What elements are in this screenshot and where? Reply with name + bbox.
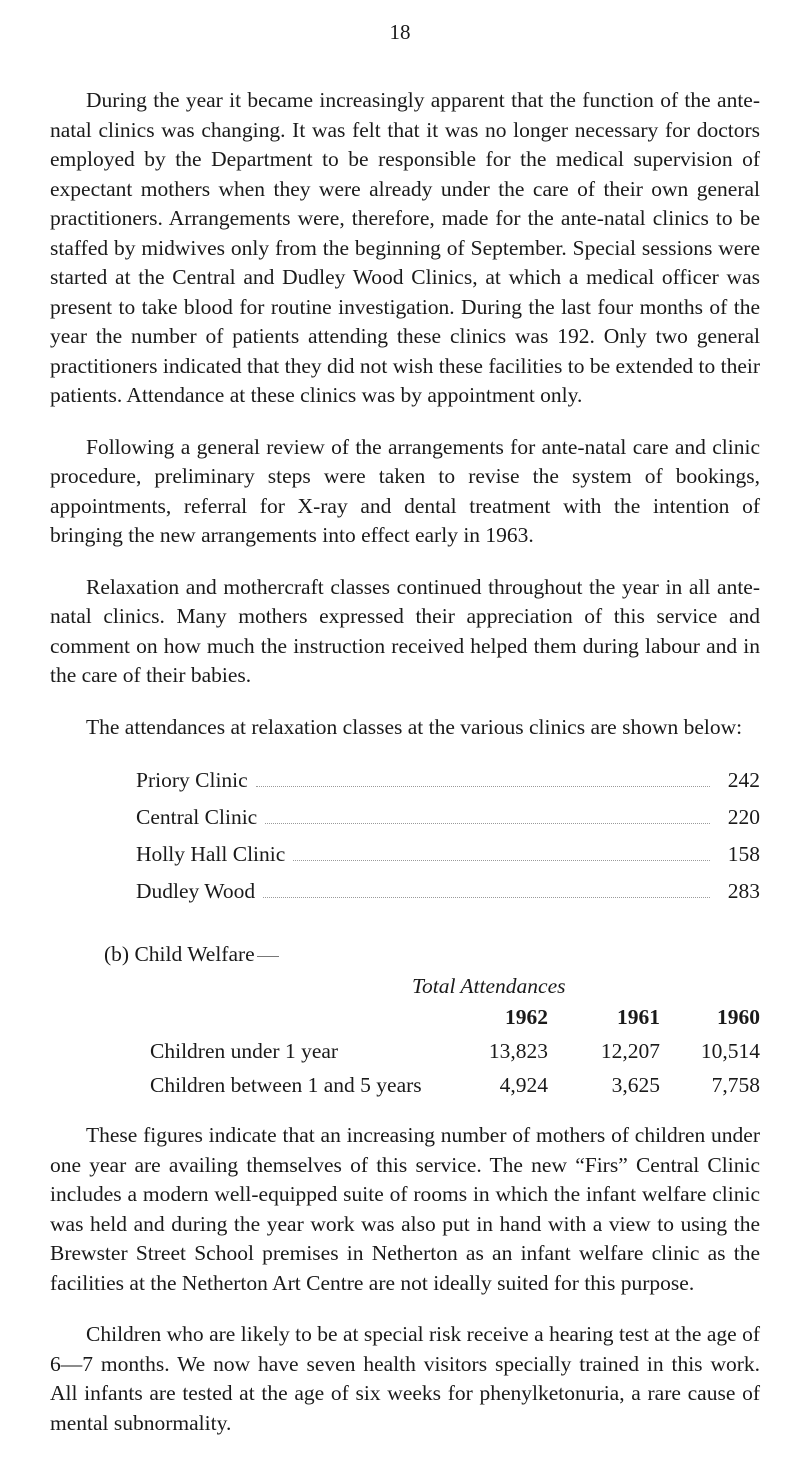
year-header: 1960 — [717, 1005, 760, 1029]
attendance-row — [136, 766, 760, 803]
attendance-count: 283 — [727, 879, 760, 903]
dot-leader — [263, 897, 710, 898]
paragraph-review: Following a general review of the arrangements for ante-natal care and clinic procedure, preliminary steps were taken to revise the system of bookings, appointments, referral for X-ray and dental treatment with the intention of bringing the new arrangements into effect early in 1963. — [50, 434, 760, 547]
child-welfare-table — [150, 1003, 760, 1105]
attendance-count: 242 — [727, 768, 760, 792]
relaxation-attendance-list — [136, 766, 760, 914]
table-cell: 7,758 — [711, 1073, 760, 1097]
page-body — [50, 86, 760, 1460]
child-welfare-heading-text: (b) Child Welfare — [104, 942, 255, 966]
table-cell: 12,207 — [600, 1039, 660, 1063]
attendance-row — [136, 840, 760, 877]
dot-leader — [265, 823, 710, 824]
table-row — [150, 1037, 760, 1071]
table-cell: 3,625 — [611, 1073, 660, 1097]
clinic-name: Central Clinic — [136, 805, 258, 829]
table-header-blank — [150, 1003, 462, 1037]
row-label: Children under 1 year — [150, 1039, 339, 1063]
clinic-name: Priory Clinic — [136, 768, 248, 792]
dot-leader — [256, 786, 710, 787]
table-cell: 4,924 — [499, 1073, 548, 1097]
page-number: 18 — [389, 20, 411, 44]
total-attendances-caption: Total Attendances — [412, 974, 566, 998]
clinic-name: Holly Hall Clinic — [136, 842, 286, 866]
paragraph-hearing-test: Children who are likely to be at special risk receive a hearing test at the age of 6—7 months. We now have seven health visitors specially trained in this work. All infants are tested at the age of six weeks for phenylketonuria, a rare cause of mental subnormality. — [50, 1322, 760, 1435]
table-cell: 13,823 — [488, 1039, 548, 1063]
paragraph-antenatal-changes: During the year it became increasingly apparent that the function of the ante-natal clinics was changing. It was felt that it was no longer necessary for doctors employed by the Department to be responsible for the medical supervision of expectant mothers when they were already under the care of their own general practitioners. Arrangements were, therefore, made for the ante-natal clinics to be staffed by midwives only from the beginning of September. Special sessions were started at the Central and Dudley Wood Clinics, at which a medical officer was present to take blood for routine investigation. During the last four months of the year the number of patients attending these clinics was 192. Only two general practitioners indicated that they did not wish these facilities to be extended to their patients. Attendance at these clinics was by appointment only. — [50, 88, 760, 407]
attendance-row — [136, 877, 760, 914]
row-label: Children between 1 and 5 years — [150, 1073, 422, 1097]
table-row — [150, 1071, 760, 1105]
attendance-count: 158 — [727, 842, 760, 866]
year-header: 1962 — [505, 1005, 548, 1029]
child-welfare-heading — [104, 940, 760, 972]
table-header-row — [150, 1003, 760, 1037]
dot-leader — [293, 860, 710, 861]
paragraph-attendance-intro: The attendances at relaxation classes at the various clinics are shown below: — [86, 714, 743, 739]
year-header: 1961 — [617, 1005, 660, 1029]
attendance-row — [136, 803, 760, 840]
table-cell: 10,514 — [700, 1039, 760, 1063]
heading-dash — [257, 956, 279, 957]
clinic-name: Dudley Wood — [136, 879, 256, 903]
paragraph-relaxation-classes: Relaxation and mothercraft classes continued throughout the year in all ante-natal clinics. Many mothers expressed their appreciation of this service and comment on how much the instruction received helped them during labour and in the care of their babies. — [50, 574, 760, 687]
attendance-count: 220 — [727, 805, 760, 829]
paragraph-infant-welfare: These figures indicate that an increasing number of mothers of children under one year are availing themselves of this service. The new “Firs” Central Clinic includes a modern well-equipped suite of rooms in which the infant welfare clinic was held and during the year work was also put in hand with a view to using the Brewster Street School premises in Netherton as an infant welfare clinic as the facilities at the Netherton Art Centre are not ideally suited for this purpose. — [50, 1123, 760, 1295]
